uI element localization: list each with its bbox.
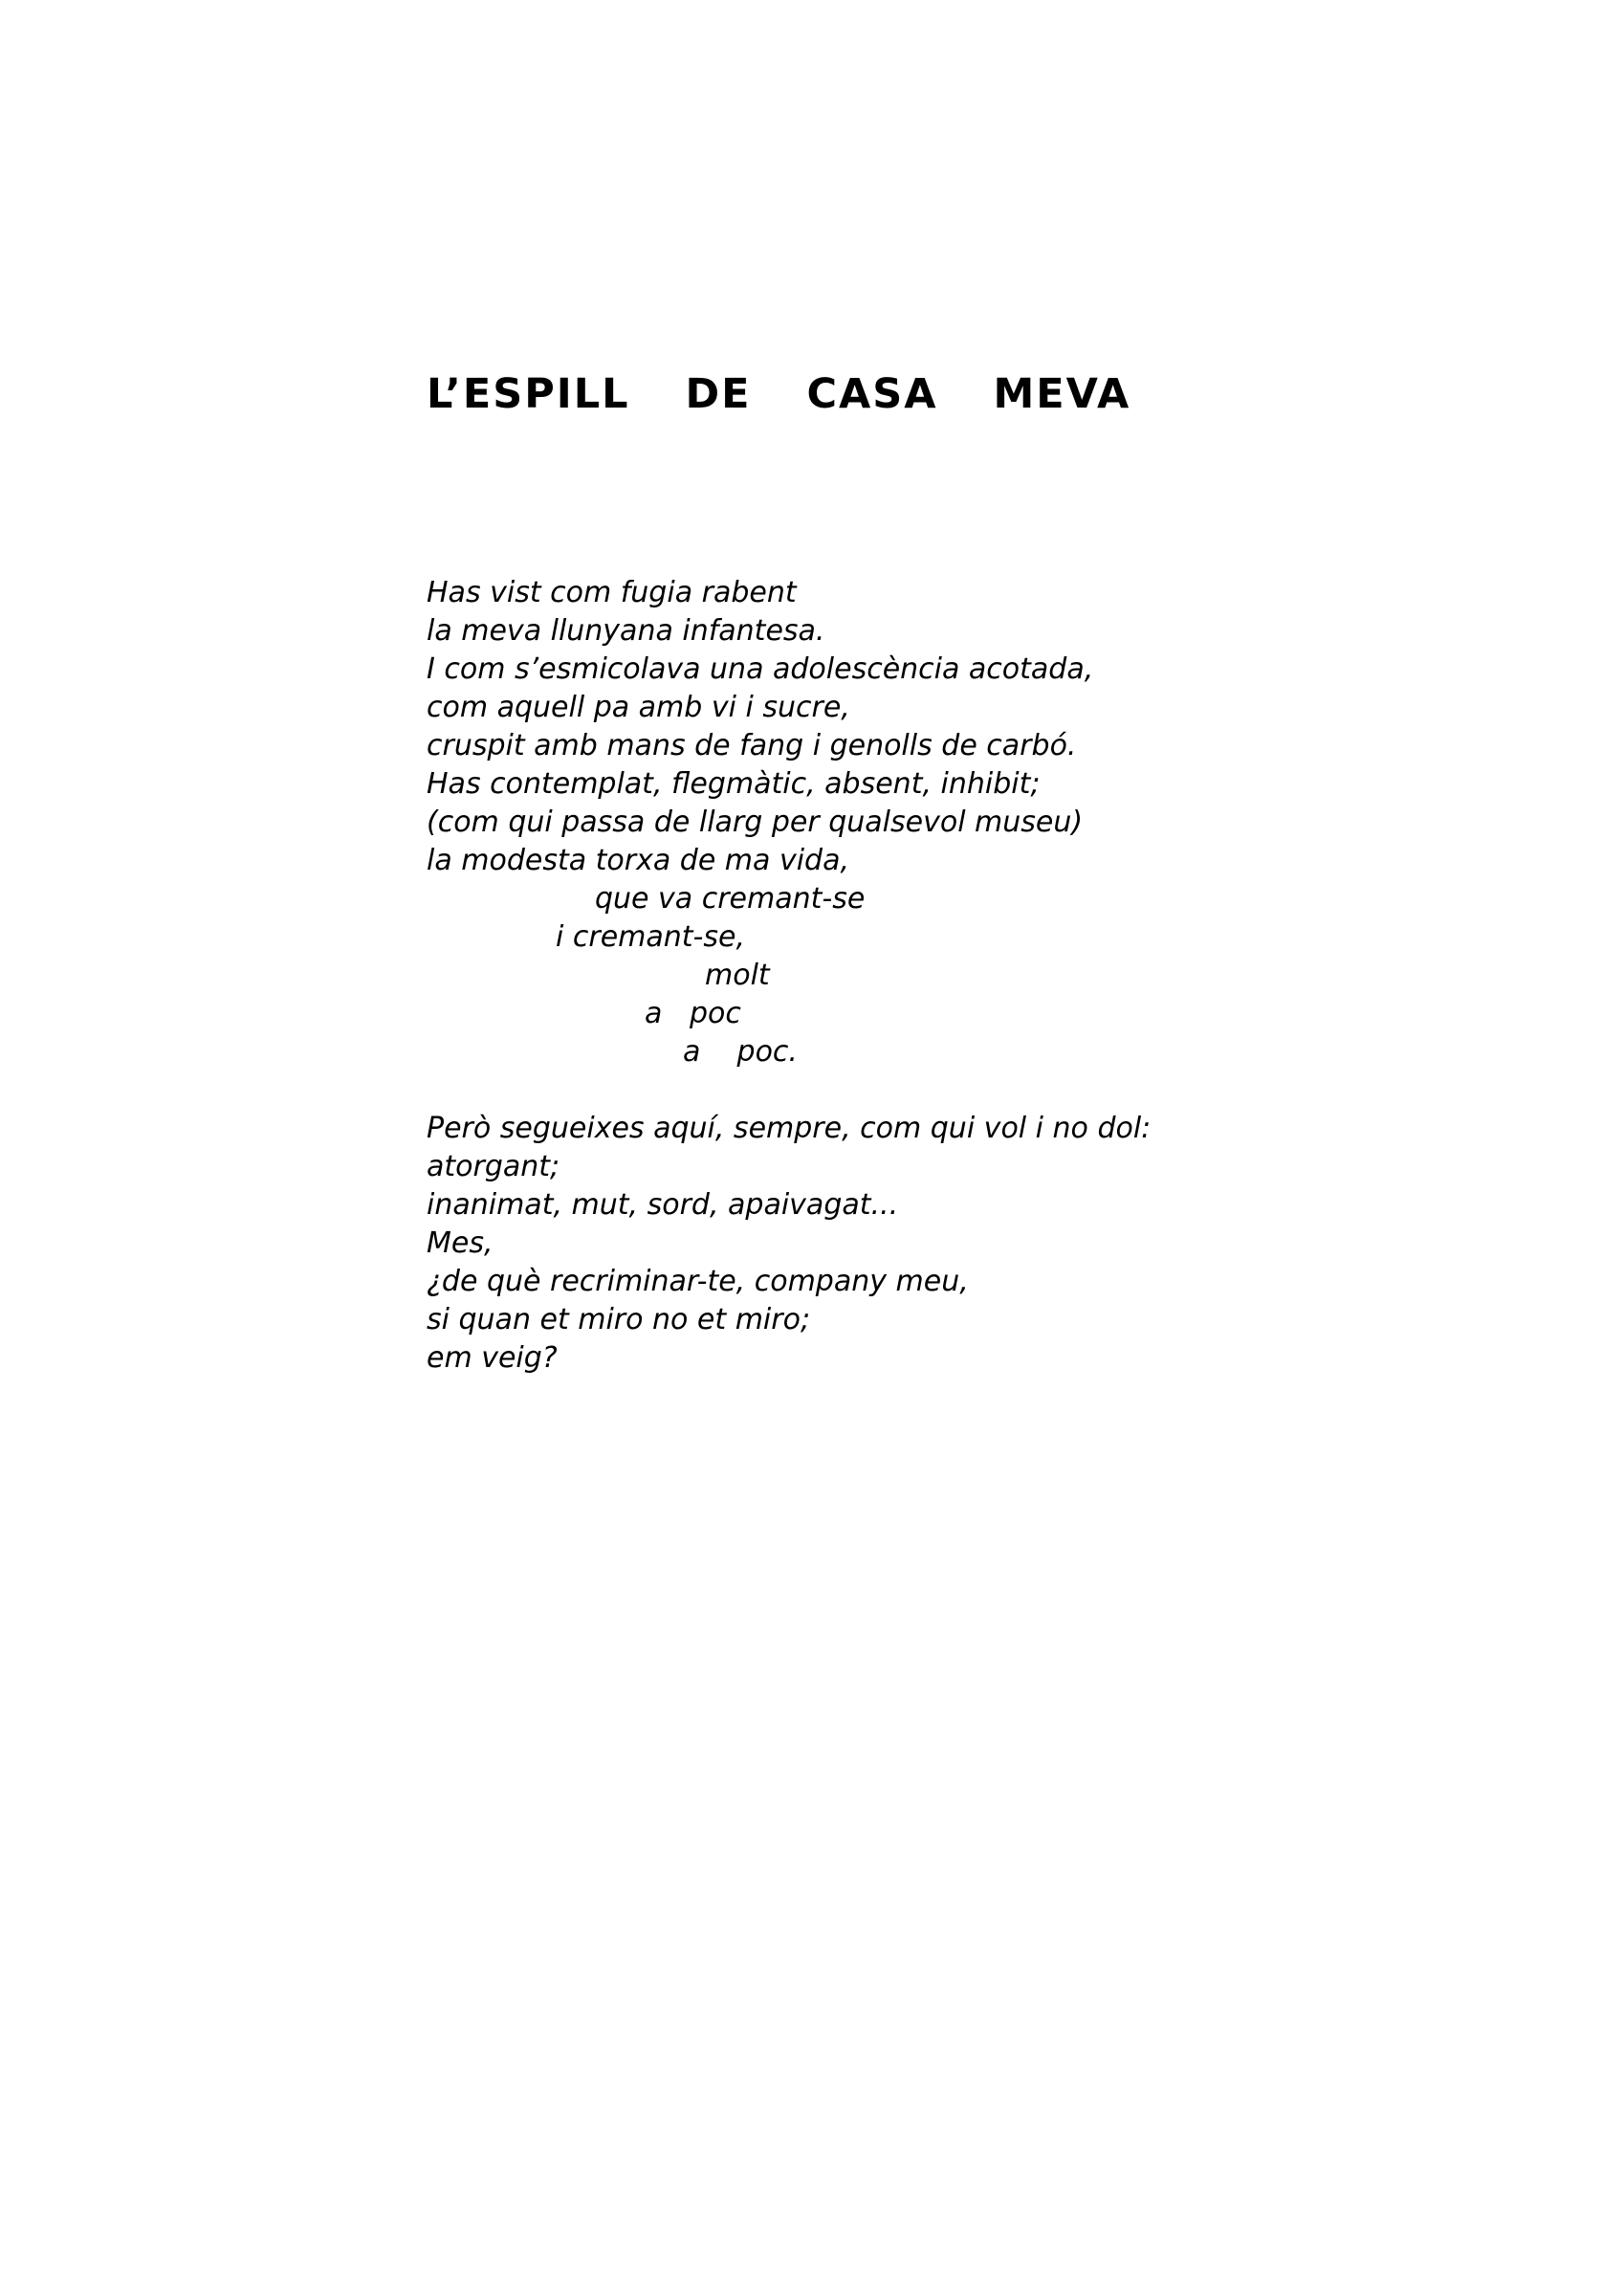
poem-line: la meva llunyana infantesa. — [427, 614, 825, 648]
poem-line: i cremant-se, — [556, 920, 745, 954]
poem-line: atorgant; — [427, 1150, 560, 1183]
poem-line: cruspit amb mans de fang i genolls de carbó. — [427, 729, 1077, 762]
poem-line: a poc — [645, 997, 741, 1030]
poem-title: L’ESPILL DE CASA MEVA — [427, 370, 1131, 418]
poem-line: a poc. — [683, 1035, 798, 1069]
poem-line: (com qui passa de llarg per qualsevol museu) — [427, 806, 1084, 839]
poem-line: inanimat, mut, sord, apaivagat... — [427, 1188, 899, 1222]
poem-line: ¿de què recriminar-te, company meu, — [427, 1265, 969, 1298]
poem-line: com aquell pa amb vi i sucre, — [427, 691, 850, 724]
poem-line: em veig? — [427, 1341, 558, 1375]
poem-line: Has contemplat, flegmàtic, absent, inhibit; — [427, 767, 1041, 801]
poem-line: la modesta torxa de ma vida, — [427, 844, 850, 877]
poem-line: que va cremant-se — [595, 882, 866, 916]
poem-line: molt — [705, 959, 770, 992]
poem-line: Mes, — [427, 1226, 494, 1260]
poem-line: si quan et miro no et miro; — [427, 1303, 811, 1336]
poem-line: Has vist com fugia rabent — [427, 576, 797, 609]
poem-line: Però segueixes aquí, sempre, com qui vol i no dol: — [427, 1112, 1152, 1145]
poem-line: I com s’esmicolava una adolescència acotada, — [427, 652, 1094, 686]
